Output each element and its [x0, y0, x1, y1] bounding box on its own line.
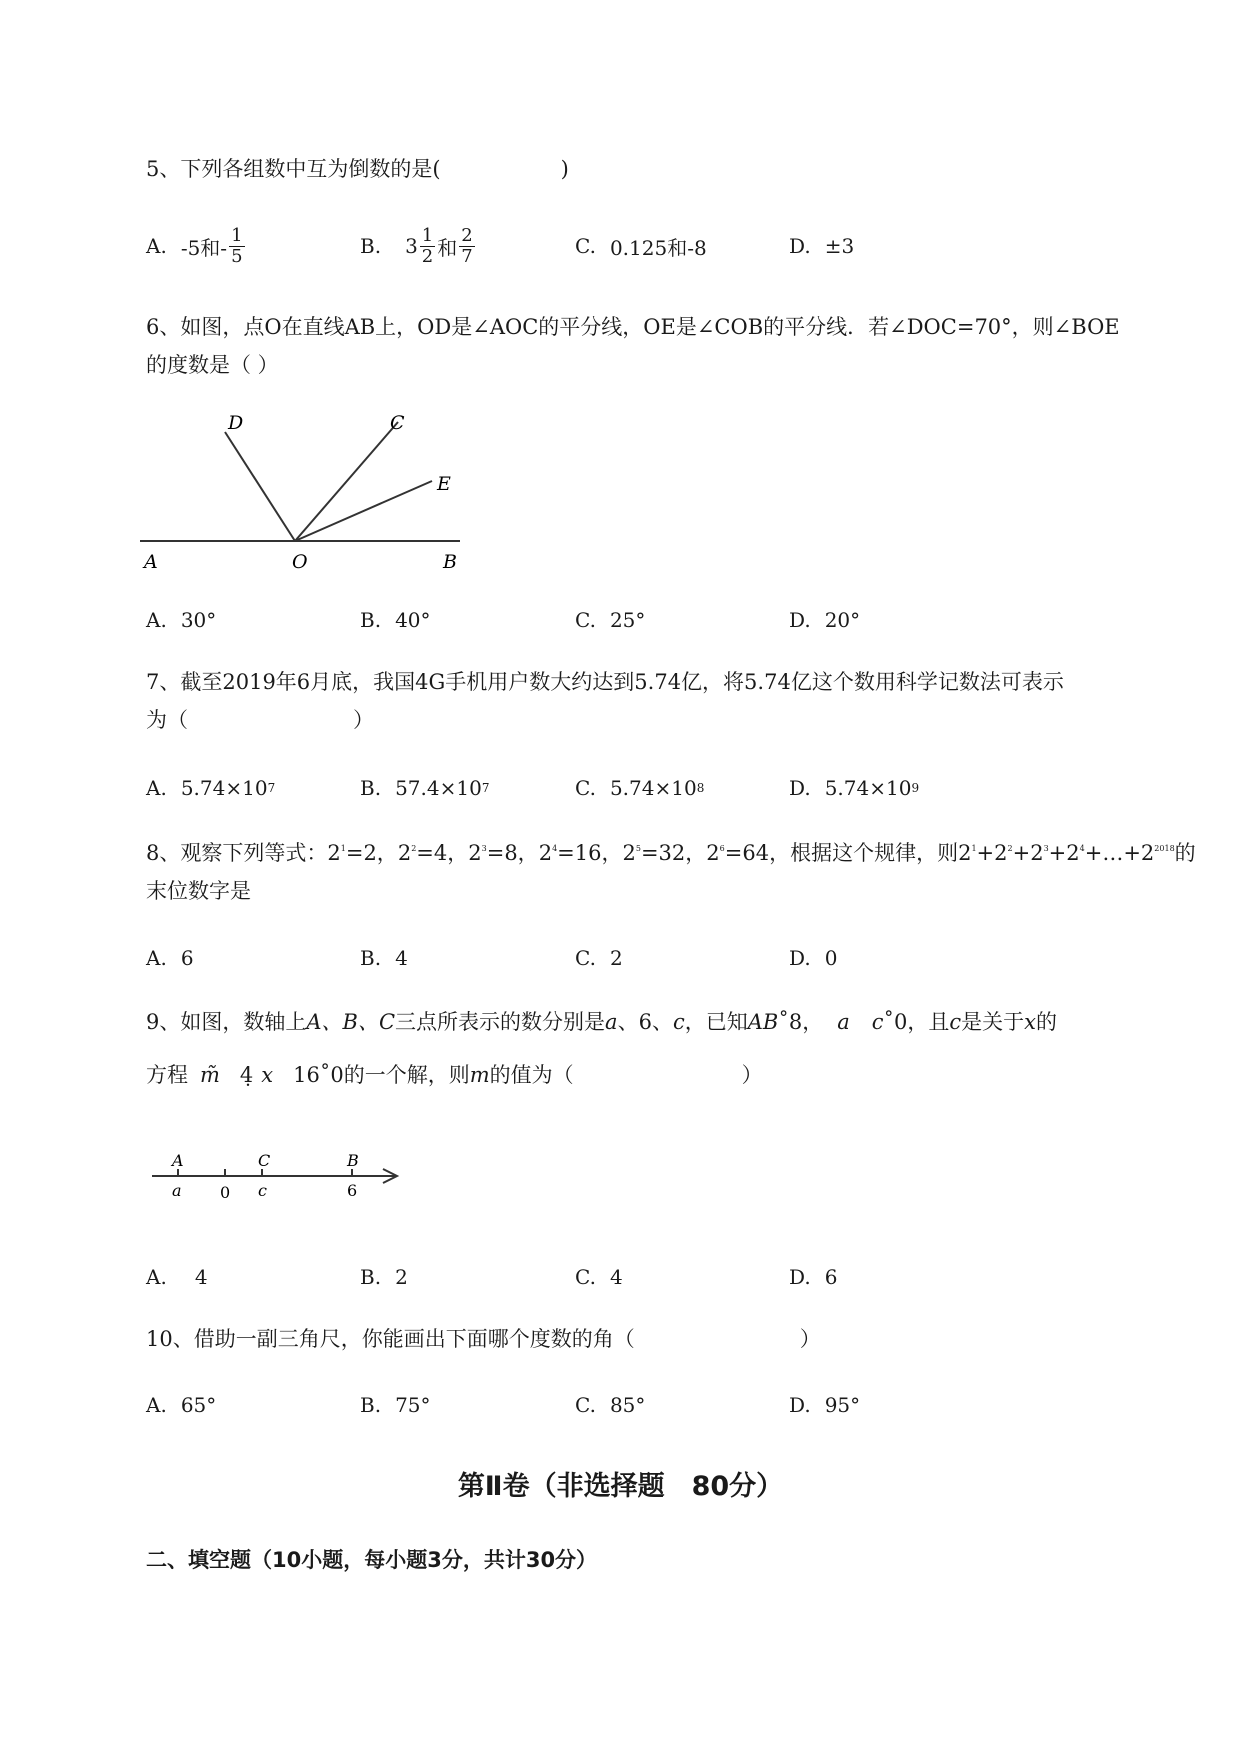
q7-option-c[interactable]: C. 5.74×10 8 [575, 776, 705, 800]
q9-option-b[interactable]: B. 2 [360, 1265, 408, 1289]
value-label-a: a [172, 1181, 182, 1200]
section-title: 第Ⅱ卷（非选择题 80分） [457, 1471, 784, 1502]
q5-option-c[interactable]: C. 0.125和-8 [575, 234, 707, 260]
label-b: B [443, 551, 457, 573]
value-label-zero: 0 [220, 1183, 231, 1202]
q8-option-d[interactable]: D. 0 [789, 946, 838, 970]
q6-option-a[interactable]: A. 30° [146, 608, 217, 632]
fraction: $\frac{1}{5}$ [231, 224, 243, 267]
question-6-options [146, 598, 1046, 642]
point-label-a: A [172, 1151, 184, 1170]
q10-option-c[interactable]: C. 85° [575, 1393, 646, 1417]
question-9-stem-line2: 方程 m̃ 4̣ x 16˚0的一个解，则m的值为（ ） [146, 1063, 763, 1087]
q10-option-b[interactable]: B. 75° [360, 1393, 431, 1417]
question-10-stem: 10、借助一副三角尺，你能画出下面哪个度数的角（ ） [146, 1327, 821, 1351]
q9-option-a[interactable]: A. 4 [146, 1265, 208, 1289]
q10-option-d[interactable]: D. 95° [789, 1393, 861, 1417]
q8-option-b[interactable]: B. 4 [360, 946, 408, 970]
question-7-stem-line2: 为（ ） [146, 708, 374, 732]
q7-option-a[interactable]: A. 5.74×10 7 [146, 776, 276, 800]
q6-option-d[interactable]: D. 20° [789, 608, 861, 632]
q9-option-c[interactable]: C. 4 [575, 1265, 623, 1289]
angle-figure [140, 405, 475, 575]
fraction: $\frac{1}{2}$ [421, 224, 434, 267]
q7-option-d[interactable]: D. 5.74×10 9 [789, 776, 920, 800]
question-7-options [146, 766, 1046, 810]
label-o: O [292, 551, 308, 573]
q10-option-a[interactable]: A. 65° [146, 1393, 217, 1417]
question-8-stem-line2: 末位数字是 [146, 879, 251, 903]
q6-option-c[interactable]: C. 25° [575, 608, 646, 632]
q5-option-b[interactable]: B. 3 $\frac{1}{2}$ 和 $\frac{2}{7}$ [360, 224, 473, 267]
number-line-figure [145, 1148, 405, 1208]
value-label-six: 6 [347, 1181, 358, 1200]
question-8-options [146, 936, 1046, 980]
question-6-stem-line2: 的度数是（ ） [146, 353, 279, 377]
q5-option-a[interactable]: A. -5和- $\frac{1}{5}$ [146, 224, 243, 267]
question-10-options [146, 1383, 1046, 1427]
question-8-stem-line1: 8、观察下列等式：$2^1=2$，$2^2=4$，$2^3=8$，$2^4=16$，$2^5=32$，$2^6=64$，根据这个规律，则$2^1+2^2+2^3+2^4+\dots+2^{2018}$的 [146, 841, 1196, 865]
q9-option-d[interactable]: D. 6 [789, 1265, 838, 1289]
ray-oe [295, 481, 432, 541]
question-5-options [146, 224, 1046, 268]
point-label-c: C [258, 1151, 271, 1170]
question-9-options [146, 1255, 1046, 1299]
point-label-b: B [347, 1151, 359, 1170]
q8-option-a[interactable]: A. 6 [146, 946, 194, 970]
question-9-stem-line1: 9、如图，数轴上A、B、C三点所表示的数分别是a、6、c，已知AB˚8， a c˚0，且c是关于x的 [146, 1010, 1057, 1034]
label-e: E [437, 473, 451, 495]
ray-od [225, 432, 295, 541]
q7-option-b[interactable]: B. 57.4×10 7 [360, 776, 490, 800]
label-a: A [144, 551, 158, 573]
question-6-stem-line1: 6、如图，点O在直线AB上，OD是∠AOC的平分线，OE是∠COB的平分线．若∠DOC=70°，则∠BOE [146, 315, 1120, 339]
q5-option-d[interactable]: D. ±3 [789, 234, 855, 258]
q6-option-b[interactable]: B. 40° [360, 608, 431, 632]
fraction: $\frac{2}{7}$ [461, 224, 473, 267]
value-label-c: c [258, 1181, 267, 1200]
section-subtitle: 二、填空题（10小题，每小题3分，共计30分） [146, 1548, 598, 1572]
q8-option-c[interactable]: C. 2 [575, 946, 623, 970]
question-7-stem-line1: 7、截至2019年6月底，我国4G手机用户数大约达到5.74亿，将5.74亿这个数用科学记数法可表示 [146, 670, 1064, 694]
label-d: D [228, 412, 244, 434]
ray-oc [295, 422, 398, 541]
label-c: C [390, 412, 405, 434]
question-5-stem: 5、下列各组数中互为倒数的是( ) [146, 157, 569, 181]
